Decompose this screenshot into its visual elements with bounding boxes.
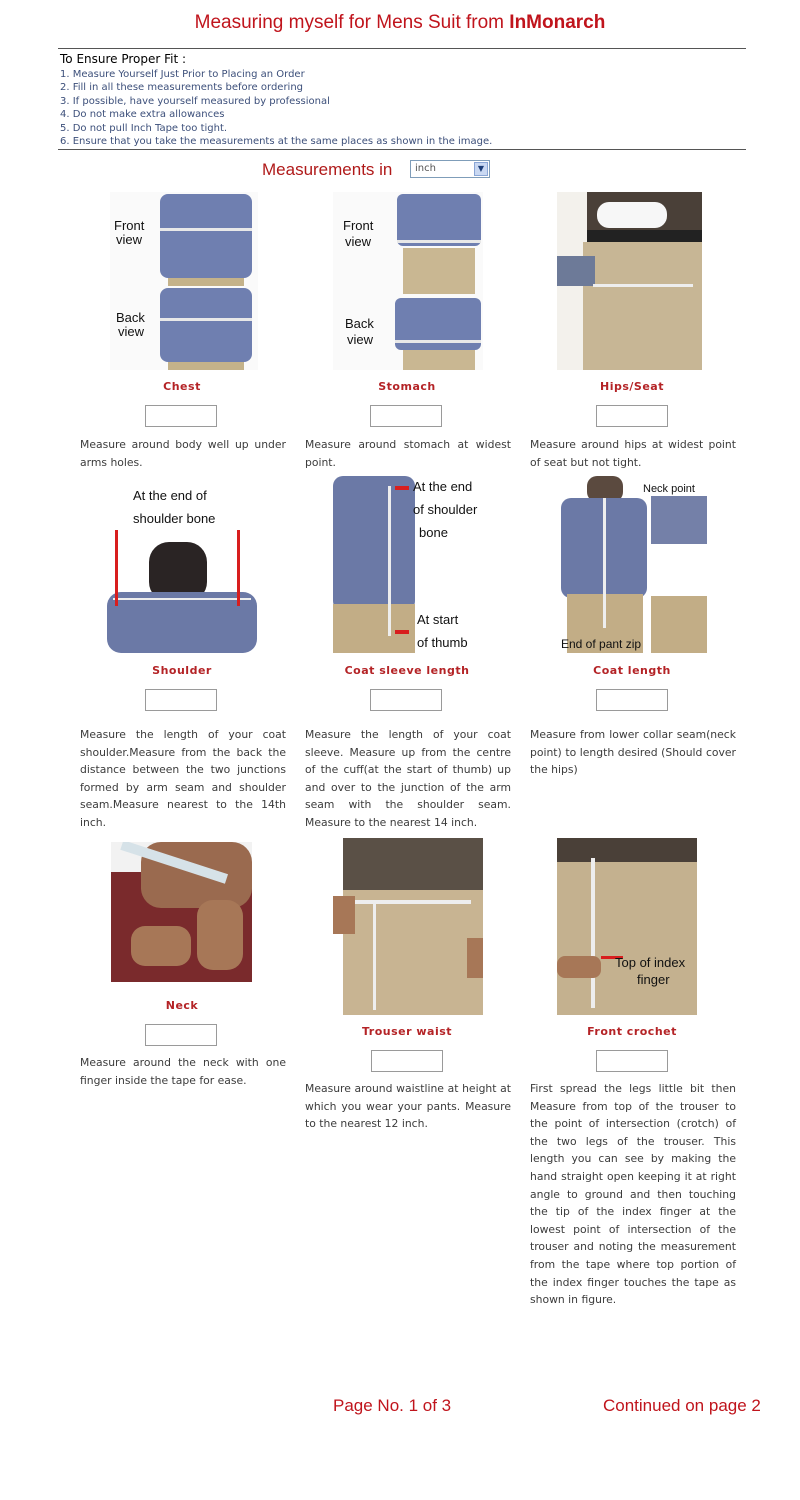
- fit-item: 1. Measure Yourself Just Prior to Placing an Order: [60, 69, 305, 80]
- chest-photo: [110, 192, 258, 370]
- stomach-description: Measure around stomach at widest point.: [305, 438, 511, 469]
- coat-length-photo: [557, 476, 707, 653]
- fit-item: 2. Fill in all these measurements before ordering: [60, 82, 304, 94]
- fit-item: 3. If possible, have yourself measured by professional: [60, 95, 330, 107]
- neck-description: Measure around the neck with one finger inside the tape for ease.: [80, 1056, 286, 1087]
- neck-label: Neck: [165, 999, 199, 1012]
- fit-item: 6. Ensure that you take the measurements at the same places as shown in the image.: [60, 136, 493, 148]
- coat-sleeve-annotation: bone: [419, 525, 448, 540]
- trouser-waist-description: Measure around waistline at height at which you wear your pants. Measure to the nearest 12 inch.: [305, 1082, 511, 1131]
- chest-annotation: Front: [114, 218, 145, 233]
- chest-input[interactable]: [145, 405, 217, 427]
- front-crochet-photo: [557, 838, 697, 1015]
- stomach-photo: [333, 192, 483, 370]
- coat-sleeve-description: Measure the length of your coat sleeve. Measure up from the centre of the cuff(at the start of thumb) up and over to the junction of the arm seam with the shoulder seam. Measure to the nearest 14 inch.: [305, 728, 511, 829]
- coat-length-label: Coat length: [593, 664, 671, 677]
- unit-select[interactable]: [410, 160, 490, 178]
- chevron-down-icon[interactable]: ▼: [474, 162, 488, 176]
- shoulder-input[interactable]: [145, 689, 217, 711]
- chest-annotation: view: [116, 232, 143, 247]
- fit-heading: To Ensure Proper Fit :: [60, 52, 187, 66]
- stomach-label: Stomach: [378, 380, 436, 393]
- coat-length-input[interactable]: [596, 689, 668, 711]
- neck-input[interactable]: [145, 1024, 217, 1046]
- front-crochet-description: First spread the legs little bit then Measure from top of the trouser to the point of intersection (crotch) of the two legs of the trouser. This length you can see by making the hand straight open keeping it at right angle to ground and then touching the tip of the index finger at the lowest point of intersection of the trouser and noting the measurement from the tape where top portion of the index finger touches the tape as shown in figure.: [530, 1082, 736, 1307]
- front-crochet-annotation: Top of index: [615, 955, 686, 970]
- coat-sleeve-annotation: At the end: [413, 479, 473, 494]
- trouser-waist-input[interactable]: [371, 1050, 443, 1072]
- shoulder-annotation: shoulder bone: [133, 511, 216, 526]
- page-number: Page No. 1 of 3: [333, 1396, 452, 1415]
- trouser-waist-label: Trouser waist: [361, 1025, 453, 1038]
- coat-sleeve-photo: [333, 476, 483, 653]
- hips-photo: [557, 192, 702, 370]
- measurements-unit-label: Measurements in: [262, 160, 393, 179]
- chest-label: Chest: [163, 380, 201, 393]
- chest-annotation: Back: [116, 310, 145, 325]
- coat-length-annotation: Neck point: [643, 483, 695, 495]
- coat-sleeve-annotation: of thumb: [417, 635, 468, 650]
- front-crochet-label: Front crochet: [587, 1025, 677, 1038]
- continued-link[interactable]: Continued on page 2: [603, 1396, 761, 1415]
- stomach-annotation: view: [345, 234, 372, 249]
- coat-sleeve-annotation: of shoulder: [413, 502, 478, 517]
- shoulder-description: Measure the length of your coat shoulder.Measure from the back the distance between the two junctions formed by arm seam and shoulder seam.Measure nearest to the 14th inch.: [80, 728, 286, 829]
- stomach-annotation: view: [347, 332, 374, 347]
- coat-length-annotation: End of pant zip: [561, 637, 642, 651]
- divider-bottom: [58, 149, 746, 150]
- coat-sleeve-label: Coat sleeve length: [344, 664, 470, 677]
- stomach-annotation: Front: [343, 218, 374, 233]
- front-crochet-input[interactable]: [596, 1050, 668, 1072]
- fit-instructions: [60, 68, 492, 148]
- fit-item: 5. Do not pull Inch Tape too tight.: [60, 122, 228, 134]
- coat-length-description: Measure from lower collar seam(neck point) to length desired (Should cover the hips): [530, 728, 736, 777]
- hips-input[interactable]: [596, 405, 668, 427]
- neck-photo: [111, 842, 252, 982]
- fit-item: 4. Do not make extra allowances: [60, 109, 225, 121]
- page-title: Measuring myself for Mens Suit from InMonarch: [194, 12, 606, 33]
- front-crochet-annotation: finger: [637, 972, 670, 987]
- coat-sleeve-annotation: At start: [417, 612, 459, 627]
- coat-sleeve-input[interactable]: [370, 689, 442, 711]
- unit-select-value: inch: [415, 163, 436, 174]
- trouser-waist-photo: [333, 838, 483, 1015]
- hips-description: Measure around hips at widest point of seat but not tight.: [530, 438, 736, 469]
- stomach-input[interactable]: [370, 405, 442, 427]
- shoulder-label: Shoulder: [152, 664, 212, 677]
- shoulder-annotation: At the end of: [133, 488, 207, 503]
- chest-description: Measure around body well up under arms holes.: [80, 438, 286, 469]
- divider-top: [58, 48, 746, 49]
- chest-annotation: view: [118, 324, 145, 339]
- stomach-annotation: Back: [345, 316, 374, 331]
- brand-name: InMonarch: [509, 12, 606, 33]
- hips-label: Hips/Seat: [600, 380, 664, 393]
- shoulder-photo: [107, 478, 257, 653]
